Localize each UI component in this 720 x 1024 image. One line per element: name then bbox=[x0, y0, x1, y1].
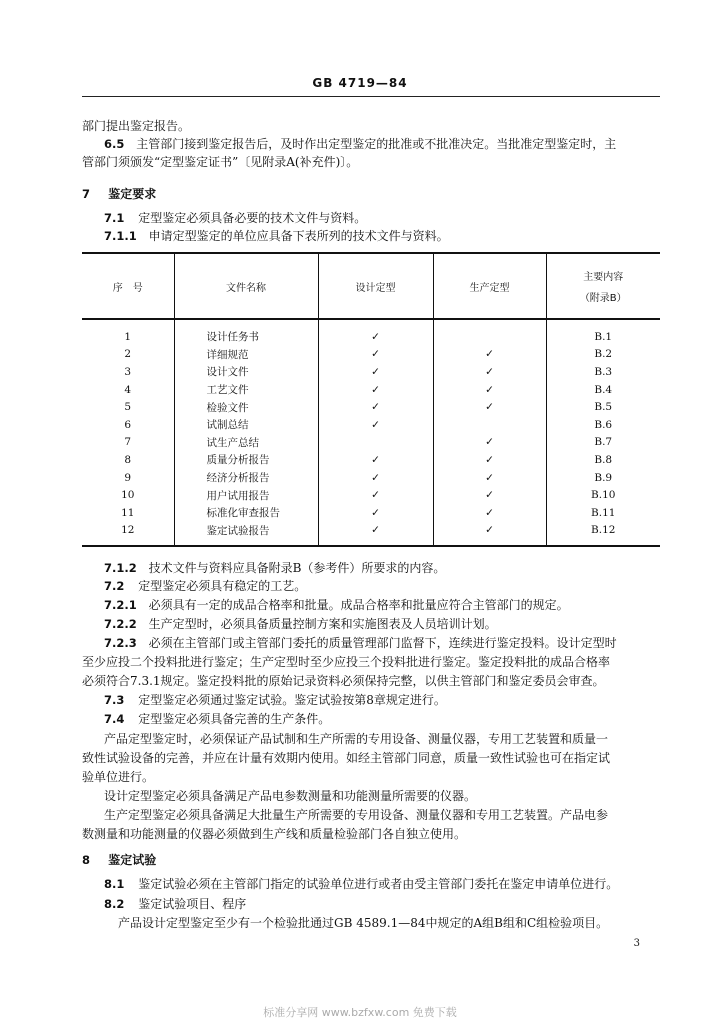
row-design-check: ✓ bbox=[318, 363, 433, 381]
table-row bbox=[82, 469, 660, 487]
table-row bbox=[82, 398, 660, 416]
clause-7-3 bbox=[104, 692, 446, 708]
clause-number: 7.2.2 bbox=[104, 617, 137, 631]
row-appendix-ref: B.8 bbox=[546, 451, 660, 469]
section-title: 鉴定试验 bbox=[108, 853, 157, 867]
clause-number: 6.5 bbox=[104, 137, 125, 151]
row-production-check bbox=[433, 416, 546, 434]
row-production-check bbox=[433, 319, 546, 346]
row-name: 工艺文件 bbox=[174, 381, 318, 399]
clause-text: 定型鉴定必须具备必要的技术文件与资料。 bbox=[138, 211, 367, 225]
clause-7-2-3-line3: 必须符合7.3.1规定。鉴定投料批的原始记录资料必须保持完整，以供主管部门和鉴定委员会审查。 bbox=[82, 674, 605, 688]
row-design-check: ✓ bbox=[318, 486, 433, 504]
row-no: 12 bbox=[82, 522, 174, 547]
row-no: 6 bbox=[124, 418, 132, 431]
header-production: 生产定型 bbox=[433, 253, 546, 319]
technical-documents-table bbox=[82, 252, 660, 547]
row-production-check: ✓ bbox=[433, 363, 546, 381]
row-production-check: ✓ bbox=[433, 522, 546, 547]
paragraph-production-conditions-line3: 验单位进行。 bbox=[82, 770, 155, 784]
clause-7-1-2 bbox=[104, 560, 445, 576]
section-number: 8 bbox=[82, 853, 91, 867]
row-name: 经济分析报告 bbox=[174, 469, 318, 487]
row-design-check: ✓ bbox=[318, 416, 433, 434]
row-no: 10 bbox=[121, 489, 135, 502]
row-no: 11 bbox=[121, 506, 135, 519]
table-row bbox=[82, 504, 660, 522]
row-production-check: ✓ bbox=[433, 381, 546, 399]
row-no: 1 bbox=[124, 330, 132, 343]
row-appendix-ref: B.11 bbox=[546, 504, 660, 522]
clause-number: 8.1 bbox=[104, 877, 125, 891]
table-row bbox=[82, 319, 660, 346]
section-8-heading bbox=[82, 852, 156, 868]
clause-number: 7.4 bbox=[104, 712, 125, 726]
clause-number: 7.1.2 bbox=[104, 561, 137, 575]
clause-7-2-2 bbox=[104, 616, 497, 632]
row-production-check: ✓ bbox=[433, 434, 546, 452]
clause-7-2-3 bbox=[104, 635, 617, 651]
row-design-check: ✓ bbox=[318, 319, 433, 346]
clause-text: 鉴定试验必须在主管部门指定的试验单位进行或者由受主管部门委托在鉴定申请单位进行。 bbox=[138, 877, 619, 891]
row-name: 试制总结 bbox=[174, 416, 318, 434]
row-no: 4 bbox=[124, 383, 132, 396]
paragraph-design-inspection: 产品设计定型鉴定至少有一个检验批通过GB 4589.1—84中规定的A组B组和C组检验项目。 bbox=[118, 916, 609, 930]
table-row bbox=[82, 381, 660, 399]
header-no: 序 号 bbox=[82, 253, 174, 319]
table-row bbox=[82, 522, 660, 547]
section-6-continuation: 部门提出鉴定报告。 bbox=[82, 119, 191, 133]
row-name: 设计文件 bbox=[174, 363, 318, 381]
header-design: 设计定型 bbox=[318, 253, 433, 319]
section-title: 鉴定要求 bbox=[108, 187, 157, 201]
row-appendix-ref: B.7 bbox=[546, 434, 660, 452]
paragraph-production-instruments-line1: 生产定型鉴定必须具备满足大批量生产所需要的专用设备、测量仪器和专用工艺装置。产品电参 bbox=[104, 808, 609, 822]
clause-number: 7.1.1 bbox=[104, 229, 137, 243]
clause-number: 7.2.3 bbox=[104, 636, 137, 650]
row-production-check: ✓ bbox=[433, 451, 546, 469]
row-appendix-ref: B.9 bbox=[546, 469, 660, 487]
row-production-check: ✓ bbox=[433, 486, 546, 504]
clause-7-1-1 bbox=[104, 228, 449, 244]
row-design-check: ✓ bbox=[318, 469, 433, 487]
table-header-row bbox=[82, 253, 660, 319]
row-name: 标准化审查报告 bbox=[174, 504, 318, 522]
row-appendix-ref: B.3 bbox=[546, 363, 660, 381]
row-production-check: ✓ bbox=[433, 398, 546, 416]
row-design-check: ✓ bbox=[318, 522, 433, 547]
header-content bbox=[546, 253, 660, 319]
row-no: 8 bbox=[124, 453, 132, 466]
row-appendix-ref: B.4 bbox=[546, 381, 660, 399]
row-name: 质量分析报告 bbox=[174, 451, 318, 469]
row-production-check: ✓ bbox=[433, 346, 546, 364]
row-no: 9 bbox=[124, 471, 132, 484]
header-content-line1: 主要内容 bbox=[583, 272, 624, 283]
clause-6-5 bbox=[104, 136, 616, 152]
row-production-check: ✓ bbox=[433, 469, 546, 487]
row-appendix-ref: B.6 bbox=[546, 416, 660, 434]
clause-text: 必须具有一定的成品合格率和批量。成品合格率和批量应符合主管部门的规定。 bbox=[148, 598, 569, 612]
clause-7-2-1 bbox=[104, 597, 569, 613]
row-name: 详细规范 bbox=[174, 346, 318, 364]
row-design-check bbox=[318, 434, 433, 452]
clause-number: 7.2.1 bbox=[104, 598, 137, 612]
row-design-check: ✓ bbox=[318, 451, 433, 469]
table-row bbox=[82, 416, 660, 434]
row-name: 试生产总结 bbox=[174, 434, 318, 452]
clause-7-2-3-line2: 至少应投二个投料批进行鉴定；生产定型时至少应投三个投料批进行鉴定。鉴定投料批的成品合格率 bbox=[82, 655, 611, 669]
paragraph-design-instruments: 设计定型鉴定必须具备满足产品电参数测量和功能测量所需要的仪器。 bbox=[104, 789, 477, 803]
clause-7-4 bbox=[104, 711, 330, 727]
row-appendix-ref: B.5 bbox=[546, 398, 660, 416]
clause-text: 鉴定试验项目、程序 bbox=[138, 897, 247, 911]
row-design-check: ✓ bbox=[318, 504, 433, 522]
clause-number: 7.2 bbox=[104, 579, 125, 593]
row-design-check: ✓ bbox=[318, 346, 433, 364]
standard-header: GB 4719—84 bbox=[312, 76, 408, 90]
table-row bbox=[82, 346, 660, 364]
clause-8-2 bbox=[104, 896, 246, 912]
row-design-check: ✓ bbox=[318, 398, 433, 416]
clause-7-2 bbox=[104, 578, 306, 594]
clause-text: 申请定型鉴定的单位应具备下表所列的技术文件与资料。 bbox=[148, 229, 449, 243]
footer-watermark: 标准分享网 www.bzfxw.com 免费下载 bbox=[263, 1006, 457, 1019]
clause-text: 定型鉴定必须具有稳定的工艺。 bbox=[138, 579, 307, 593]
row-name: 鉴定试验报告 bbox=[174, 522, 318, 547]
clause-text: 定型鉴定必须具备完善的生产条件。 bbox=[138, 712, 331, 726]
clause-text: 主管部门接到鉴定报告后，及时作出定型鉴定的批准或不批准决定。当批准定型鉴定时，主 bbox=[136, 137, 617, 151]
clause-text: 生产定型时，必须具备质量控制方案和实施图表及人员培训计划。 bbox=[148, 617, 497, 631]
clause-number: 7.1 bbox=[104, 211, 125, 225]
section-7-heading bbox=[82, 186, 156, 202]
row-no: 5 bbox=[124, 401, 132, 414]
clause-number: 7.3 bbox=[104, 693, 125, 707]
clause-text: 定型鉴定必须通过鉴定试验。鉴定试验按第8章规定进行。 bbox=[138, 693, 446, 707]
header-content-line2: （附录B） bbox=[579, 293, 627, 304]
clause-7-1 bbox=[104, 210, 366, 226]
row-name: 检验文件 bbox=[174, 398, 318, 416]
table-row bbox=[82, 363, 660, 381]
row-appendix-ref: B.1 bbox=[546, 319, 660, 346]
row-no: 3 bbox=[124, 365, 132, 378]
table-row bbox=[82, 451, 660, 469]
row-design-check: ✓ bbox=[318, 381, 433, 399]
row-appendix-ref: B.12 bbox=[546, 522, 660, 547]
paragraph-production-instruments-line2: 数测量和功能测量的仪器必须做到生产线和质量检验部门各自独立使用。 bbox=[82, 827, 467, 841]
clause-text: 必须在主管部门或主管部门委托的质量管理部门监督下，连续进行鉴定投料。设计定型时 bbox=[148, 636, 617, 650]
row-appendix-ref: B.10 bbox=[546, 486, 660, 504]
row-no: 2 bbox=[124, 348, 132, 361]
header-name: 文件名称 bbox=[174, 253, 318, 319]
row-no: 7 bbox=[124, 436, 132, 449]
clause-text: 技术文件与资料应具备附录B（参考件）所要求的内容。 bbox=[148, 561, 446, 575]
clause-6-5-line2: 管部门须颁发“定型鉴定证书”〔见附录A(补充件)〕。 bbox=[82, 155, 359, 169]
paragraph-production-conditions-line1: 产品定型鉴定时，必须保证产品试制和生产所需的专用设备、测量仪器，专用工艺装置和质量一 bbox=[104, 732, 609, 746]
table-row bbox=[82, 486, 660, 504]
section-number: 7 bbox=[82, 187, 91, 201]
row-name: 用户试用报告 bbox=[174, 486, 318, 504]
row-name: 设计任务书 bbox=[174, 319, 318, 346]
paragraph-production-conditions-line2: 致性试验设备的完善，并应在计量有效期内使用。如经主管部门同意，质量一致性试验也可在指定试 bbox=[82, 751, 611, 765]
row-production-check: ✓ bbox=[433, 504, 546, 522]
page-number: 3 bbox=[633, 938, 640, 949]
clause-8-1 bbox=[104, 876, 618, 892]
row-appendix-ref: B.2 bbox=[546, 346, 660, 364]
table-row bbox=[82, 434, 660, 452]
clause-number: 8.2 bbox=[104, 897, 125, 911]
header-rule bbox=[82, 96, 660, 97]
